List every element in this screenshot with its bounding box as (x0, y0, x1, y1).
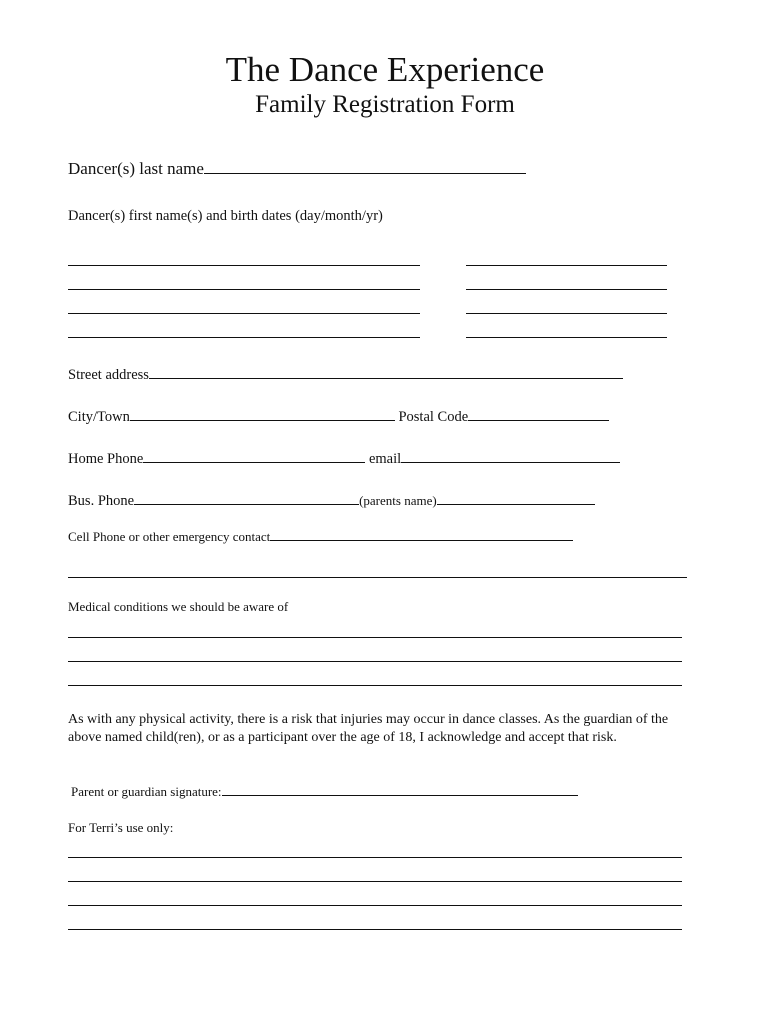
medical-label: Medical conditions we should be aware of (68, 599, 289, 614)
bus-phone-label: Bus. Phone (68, 493, 135, 509)
street-row (68, 364, 623, 384)
last-name-row (68, 159, 526, 179)
city-field[interactable] (130, 406, 395, 421)
postal-label: Postal Code (398, 409, 469, 425)
cell-label: Cell Phone or other emergency contact (68, 529, 271, 544)
first-name-field-3[interactable] (68, 313, 420, 314)
medical-field-2[interactable] (68, 661, 682, 662)
office-use-field-4[interactable] (68, 929, 682, 930)
cell-field-continued[interactable] (68, 577, 687, 578)
last-name-label: Dancer(s) last name (68, 159, 204, 178)
email-field[interactable] (401, 448, 620, 463)
office-use-field-1[interactable] (68, 857, 682, 858)
cell-row (68, 528, 573, 545)
medical-field-1[interactable] (68, 637, 682, 638)
bus-phone-row (68, 490, 595, 510)
street-field[interactable] (149, 364, 623, 379)
birth-date-field-4[interactable] (466, 337, 667, 338)
birth-date-field-3[interactable] (466, 313, 667, 314)
office-use-field-3[interactable] (68, 905, 682, 906)
first-name-field-1[interactable] (68, 265, 420, 266)
form-title: The Dance Experience (225, 50, 545, 89)
cell-field[interactable] (270, 528, 573, 541)
email-label: email (368, 451, 402, 467)
office-use-label: For Terri’s use only: (68, 820, 174, 835)
signature-field[interactable] (222, 783, 578, 796)
home-phone-label: Home Phone (68, 451, 144, 467)
birth-date-field-1[interactable] (466, 265, 667, 266)
parents-name-label: (parents name) (359, 493, 437, 508)
waiver-text: As with any physical activity, there is a risk that injuries may occur in dance classes. As the guardian of the above named child(ren), or as a participant over the age of 18, I acknowledge and accept that risk. (68, 712, 669, 745)
parents-name-field[interactable] (437, 490, 595, 505)
home-phone-row (68, 448, 620, 468)
last-name-field[interactable] (204, 159, 526, 174)
first-name-field-4[interactable] (68, 337, 420, 338)
form-subtitle: Family Registration Form (255, 91, 515, 118)
city-label: City/Town (68, 409, 130, 425)
city-row (68, 406, 609, 426)
street-label: Street address (68, 367, 149, 383)
office-use-field-2[interactable] (68, 881, 682, 882)
signature-row (71, 783, 578, 800)
birth-date-field-2[interactable] (466, 289, 667, 290)
signature-label: Parent or guardian signature: (71, 784, 222, 799)
first-names-label: Dancer(s) first name(s) and birth dates (day/month/yr) (68, 208, 383, 224)
home-phone-field[interactable] (143, 448, 365, 463)
bus-phone-field[interactable] (134, 490, 359, 505)
medical-field-3[interactable] (68, 685, 682, 686)
first-name-field-2[interactable] (68, 289, 420, 290)
postal-field[interactable] (468, 406, 609, 421)
